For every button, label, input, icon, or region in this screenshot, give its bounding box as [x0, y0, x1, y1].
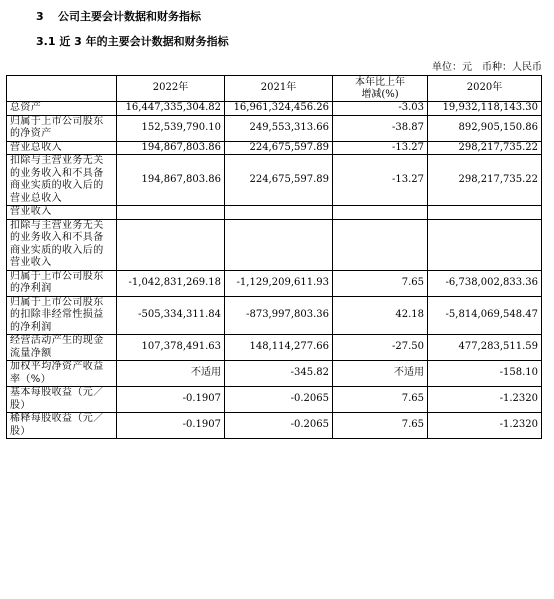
header-cell: 2020年: [428, 76, 542, 102]
table-cell: 不适用: [333, 361, 428, 387]
row-label: 扣除与主营业务无关的业务收入和不具备商业实质的收入后的营业收入: [7, 219, 117, 270]
row-label: 总资产: [7, 102, 117, 116]
table-cell: -6,738,002,833.36: [428, 270, 542, 296]
header-cell: 2022年: [117, 76, 225, 102]
table-cell: 16,447,335,304.82: [117, 102, 225, 116]
table-cell: 107,378,491.63: [117, 335, 225, 361]
subsection-heading: 3.1 近 3 年的主要会计数据和财务指标: [36, 35, 229, 48]
table-row: [7, 335, 542, 361]
table-cell: -1,042,831,269.18: [117, 270, 225, 296]
table-cell: -0.1907: [117, 387, 225, 413]
section-heading: [36, 8, 201, 24]
table-cell: -505,334,311.84: [117, 296, 225, 335]
table-cell: 194,867,803.86: [117, 141, 225, 155]
table-cell: -345.82: [225, 361, 333, 387]
table-row: [7, 141, 542, 155]
row-label: 营业收入: [7, 206, 117, 220]
table-cell: -158.10: [428, 361, 542, 387]
table-cell: 249,553,313.66: [225, 115, 333, 141]
table-row: [7, 206, 542, 220]
table-cell: [225, 206, 333, 220]
table-cell: [428, 219, 542, 270]
table-cell: 16,961,324,456.26: [225, 102, 333, 116]
table-cell: -0.1907: [117, 413, 225, 439]
table-cell: 892,905,150.86: [428, 115, 542, 141]
table-cell: [225, 219, 333, 270]
table-cell: -13.27: [333, 155, 428, 206]
table-cell: -1,129,209,611.93: [225, 270, 333, 296]
table-cell: -5,814,069,548.47: [428, 296, 542, 335]
table-cell: 224,675,597.89: [225, 155, 333, 206]
row-label: 加权平均净资产收益率（%）: [7, 361, 117, 387]
header-cell: [7, 76, 117, 102]
table-row: [7, 361, 542, 387]
row-label: 营业总收入: [7, 141, 117, 155]
table-cell: -1.2320: [428, 387, 542, 413]
row-label: 基本每股收益（元／股）: [7, 387, 117, 413]
table-cell: 148,114,277.66: [225, 335, 333, 361]
row-label: 稀释每股收益（元／股）: [7, 413, 117, 439]
table-cell: 19,932,118,143.30: [428, 102, 542, 116]
table-cell: 7.65: [333, 270, 428, 296]
table-cell: -1.2320: [428, 413, 542, 439]
table-cell: [117, 219, 225, 270]
table-cell: -0.2065: [225, 413, 333, 439]
table-row: [7, 219, 542, 270]
table-row: [7, 413, 542, 439]
table-cell: 224,675,597.89: [225, 141, 333, 155]
table-row: [7, 387, 542, 413]
table-cell: [117, 206, 225, 220]
table-row: [7, 102, 542, 116]
table-cell: [333, 206, 428, 220]
financial-table: [6, 75, 542, 439]
table-cell: 194,867,803.86: [117, 155, 225, 206]
table-cell: -27.50: [333, 335, 428, 361]
row-label: 扣除与主营业务无关的业务收入和不具备商业实质的收入后的营业总收入: [7, 155, 117, 206]
header-cell: 2021年: [225, 76, 333, 102]
table-cell: 152,539,790.10: [117, 115, 225, 141]
row-label: 归属于上市公司股东的净利润: [7, 270, 117, 296]
table-cell: [428, 206, 542, 220]
section-number: 3: [36, 10, 44, 23]
table-row: [7, 115, 542, 141]
table-cell: 298,217,735.22: [428, 141, 542, 155]
table-cell: 7.65: [333, 387, 428, 413]
table-header-row: [7, 76, 542, 102]
financial-table-container: [6, 75, 541, 439]
row-label: 归属于上市公司股东的净资产: [7, 115, 117, 141]
table-cell: -3.03: [333, 102, 428, 116]
table-cell: -38.87: [333, 115, 428, 141]
unit-note: 单位：元 币种：人民币: [432, 62, 542, 73]
table-row: [7, 270, 542, 296]
table-cell: 42.18: [333, 296, 428, 335]
table-cell: [333, 219, 428, 270]
table-row: [7, 296, 542, 335]
table-cell: -13.27: [333, 141, 428, 155]
table-cell: 477,283,511.59: [428, 335, 542, 361]
table-cell: -0.2065: [225, 387, 333, 413]
section-title: 公司主要会计数据和财务指标: [58, 10, 201, 23]
table-cell: 298,217,735.22: [428, 155, 542, 206]
row-label: 归属于上市公司股东的扣除非经常性损益的净利润: [7, 296, 117, 335]
row-label: 经营活动产生的现金流量净额: [7, 335, 117, 361]
table-cell: 7.65: [333, 413, 428, 439]
header-cell: 本年比上年 增减(%): [333, 76, 428, 102]
table-cell: -873,997,803.36: [225, 296, 333, 335]
table-cell: 不适用: [117, 361, 225, 387]
table-row: [7, 155, 542, 206]
